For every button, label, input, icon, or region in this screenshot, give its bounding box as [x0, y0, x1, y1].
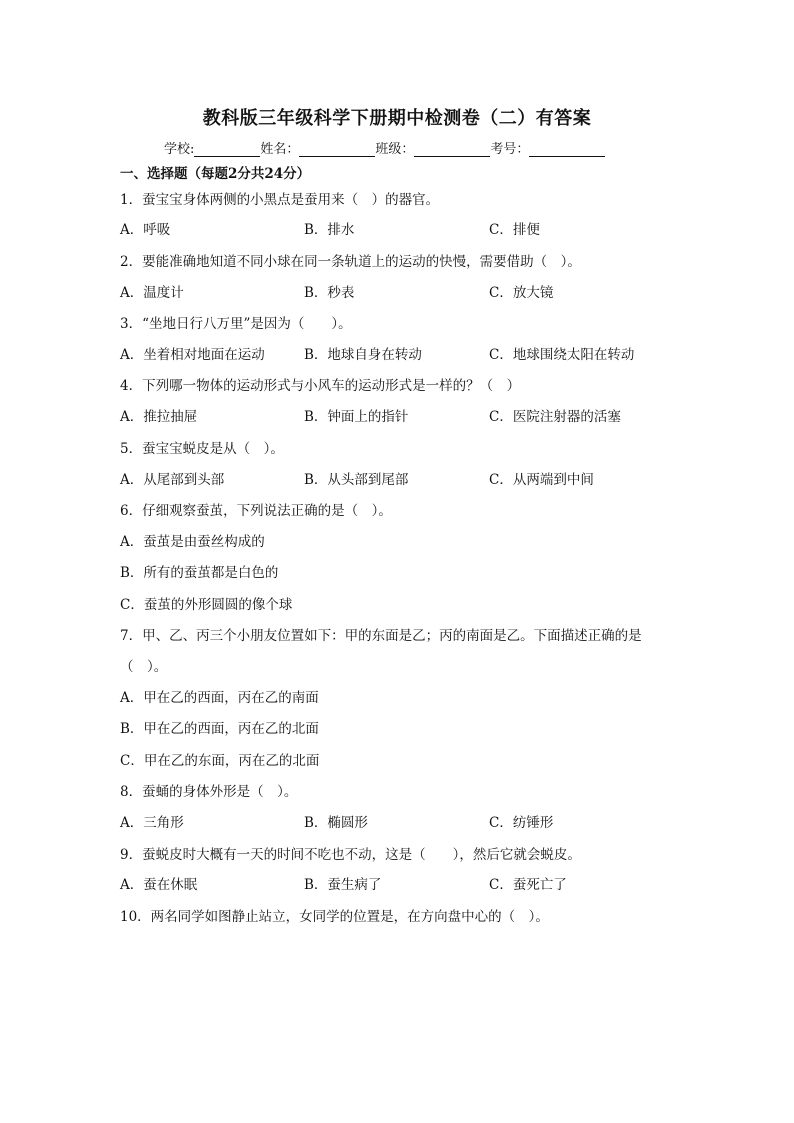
option-a: A．蚕在休眠 [120, 877, 198, 893]
name-blank[interactable] [299, 144, 375, 157]
question-stem: 1．蚕宝宝身体两侧的小黑点是蚕用来（ ）的器官。 [120, 192, 440, 208]
option-b: B．甲在乙的西面，丙在乙的北面 [120, 721, 319, 737]
option-a: A．推拉抽屉 [120, 409, 198, 425]
option-b: B．椭圆形 [304, 815, 368, 831]
page-title: 教科版三年级科学下册期中检测卷（二）有答案 [202, 108, 592, 129]
exam-no-blank[interactable] [529, 144, 605, 157]
option-a: A．从尾部到头部 [120, 472, 225, 488]
question-stem-continued: （ ）。 [120, 659, 168, 675]
option-a: A．三角形 [120, 815, 184, 831]
question-stem: 2．要能准确地知道不同小球在同一条轨道上的运动的快慢，需要借助（ ）。 [120, 254, 581, 270]
question-stem: 3．“坐地日行八万里”是因为（ ）。 [120, 316, 352, 332]
option-c: C．甲在乙的东面，丙在乙的北面 [120, 753, 320, 769]
option-b: B．地球自身在转动 [304, 347, 422, 363]
option-a: A．呼吸 [120, 222, 171, 238]
student-info-line [164, 138, 605, 157]
section-heading: 一、选择题（每题2分共24分） [120, 166, 311, 182]
question-stem: 7．甲、乙、丙三个小朋友位置如下：甲的东面是乙；丙的南面是乙。下面描述正确的是 [120, 628, 642, 644]
option-a: A．蚕茧是由蚕丝构成的 [120, 534, 265, 550]
option-c: C．放大镜 [489, 285, 554, 301]
question-stem: 8．蚕蛹的身体外形是（ ）。 [120, 784, 298, 800]
option-b: B．排水 [304, 222, 355, 238]
option-c: C．地球围绕太阳在转动 [489, 347, 635, 363]
question-stem: 4．下列哪一物体的运动形式与小风车的运动形式是一样的？（ ） [120, 378, 521, 394]
option-b: B．所有的蚕茧都是白色的 [120, 565, 279, 581]
name-label: 姓名： [260, 142, 300, 157]
option-b: B．蚕生病了 [304, 877, 382, 893]
class-blank[interactable] [414, 144, 490, 157]
option-c: C．医院注射器的活塞 [489, 409, 621, 425]
school-blank[interactable] [194, 144, 260, 157]
question-stem: 5．蚕宝宝蜕皮是从（ ）。 [120, 441, 284, 457]
option-b: B．钟面上的指针 [304, 409, 409, 425]
school-label: 学校: [164, 142, 195, 157]
option-b: B．从头部到尾部 [304, 472, 409, 488]
class-label: 班级： [375, 142, 415, 157]
option-b: B．秒表 [304, 285, 355, 301]
option-a: A．甲在乙的西面，丙在乙的南面 [120, 690, 319, 706]
exam-no-label: 考号： [490, 142, 530, 157]
option-a: A．温度计 [120, 285, 184, 301]
option-c: C．从两端到中间 [489, 472, 594, 488]
option-c: C．蚕茧的外形圆圆的像个球 [120, 597, 293, 613]
option-c: C．纺锤形 [489, 815, 554, 831]
option-c: C．排便 [489, 222, 540, 238]
question-stem: 10．两名同学如图静止站立，女同学的位置是，在方向盘中心的（ ）。 [120, 909, 549, 925]
question-stem: 6．仔细观察蚕茧，下列说法正确的是（ ）。 [120, 503, 392, 519]
option-c: C．蚕死亡了 [489, 877, 567, 893]
question-stem: 9．蚕蜕皮时大概有一天的时间不吃也不动，这是（ ），然后它就会蜕皮。 [120, 847, 581, 863]
option-a: A．坐着相对地面在运动 [120, 347, 265, 363]
